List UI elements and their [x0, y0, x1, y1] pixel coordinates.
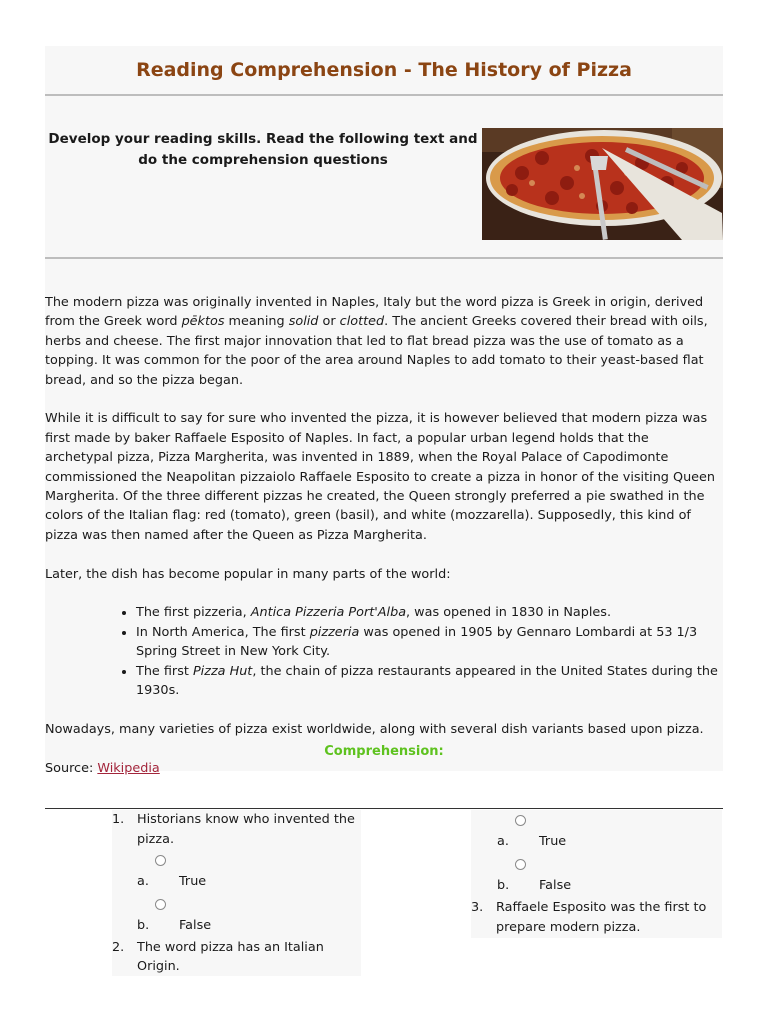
radio-false[interactable] — [155, 899, 166, 910]
question-number: 2. — [112, 939, 125, 955]
list-item: • In North America, The first pizzeria was opened in 1905 by Gennaro Lombardi at 53 1/3 Spring Street in New York City. — [136, 623, 723, 662]
title-box — [45, 46, 723, 94]
radio-true[interactable] — [155, 855, 166, 866]
radio-false[interactable] — [515, 859, 526, 870]
list-item: • The first Pizza Hut, the chain of pizza restaurants appeared in the United States during the 1930s. — [136, 662, 723, 701]
questions-right-column — [471, 810, 722, 938]
question-text: Historians know who invented the pizza. — [137, 812, 355, 847]
q2-option-b: b. False — [497, 854, 722, 898]
question-text: The word pizza has an Italian Origin. — [137, 939, 324, 975]
paragraph-1: The modern pizza was originally invented in Naples, Italy but the word pizza is Greek in origin, derived from the Greek word pēktos meaning solid or clotted. The ancient Greeks covered their bread with oils, herbs and cheese. The first major innovation that led to flat bread pizza was the use of tomato as a topping. It was common for the poor of the area around Naples to add tomato to their yeast-based flat bread, and so the pizza began. — [45, 295, 708, 388]
radio-true[interactable] — [515, 815, 526, 826]
paragraph-4: Nowadays, many varieties of pizza exist worldwide, along with several dish variants based upon pizza. — [45, 721, 704, 737]
question-number: 3. — [471, 900, 484, 915]
questions-left-column — [112, 810, 361, 976]
pizza-illustration — [482, 128, 723, 240]
source-line: Source: Wikipedia — [45, 760, 160, 776]
wikipedia-link[interactable]: Wikipedia — [97, 760, 160, 776]
option-b: b. False — [137, 894, 361, 938]
comprehension-divider — [45, 808, 723, 809]
question-text: Raffaele Esposito was the first to prepare modern pizza. — [496, 900, 707, 935]
comprehension-heading: Comprehension: — [324, 744, 444, 759]
page — [45, 46, 723, 776]
question-3 — [471, 898, 722, 938]
option-a: a. True — [137, 850, 361, 894]
article — [45, 259, 723, 776]
list-item: • The first pizzeria, Antica Pizzeria Port'Alba, was opened in 1830 in Naples. — [136, 603, 723, 622]
question-1 — [112, 810, 361, 938]
page-title: Reading Comprehension - The History of Pizza — [136, 59, 632, 81]
paragraph-3: Later, the dish has become popular in many parts of the world: — [45, 566, 451, 582]
intro-box — [45, 96, 723, 257]
pizza-photo — [482, 128, 723, 240]
question-2 — [112, 938, 337, 978]
question-number: 1. — [112, 812, 125, 827]
paragraph-2: While it is difficult to say for sure who invented the pizza, it is however believed that modern pizza was first made by baker Raffaele Esposito of Naples. In fact, a popular urban legend holds that the archetypal pizza, Pizza Margherita, was invented in 1889, when the Royal Palace of Capodimonte commissioned the Neapolitan pizzaiolo Raffaele Esposito to create a pizza in honor of the visiting Queen Margherita. Of the three different pizzas he created, the Queen strongly preferred a pie swathed in the colors of the Italian flag: red (tomato), green (basil), and white (mozzarella). Supposedly, this kind of pizza was then named after the Queen as Pizza Margherita. — [45, 411, 716, 543]
intro-text: Develop your reading skills. Read the following text and do the comprehension questions — [48, 131, 478, 168]
pizzeria-list — [45, 603, 723, 700]
q2-option-a: a. True — [497, 810, 722, 854]
